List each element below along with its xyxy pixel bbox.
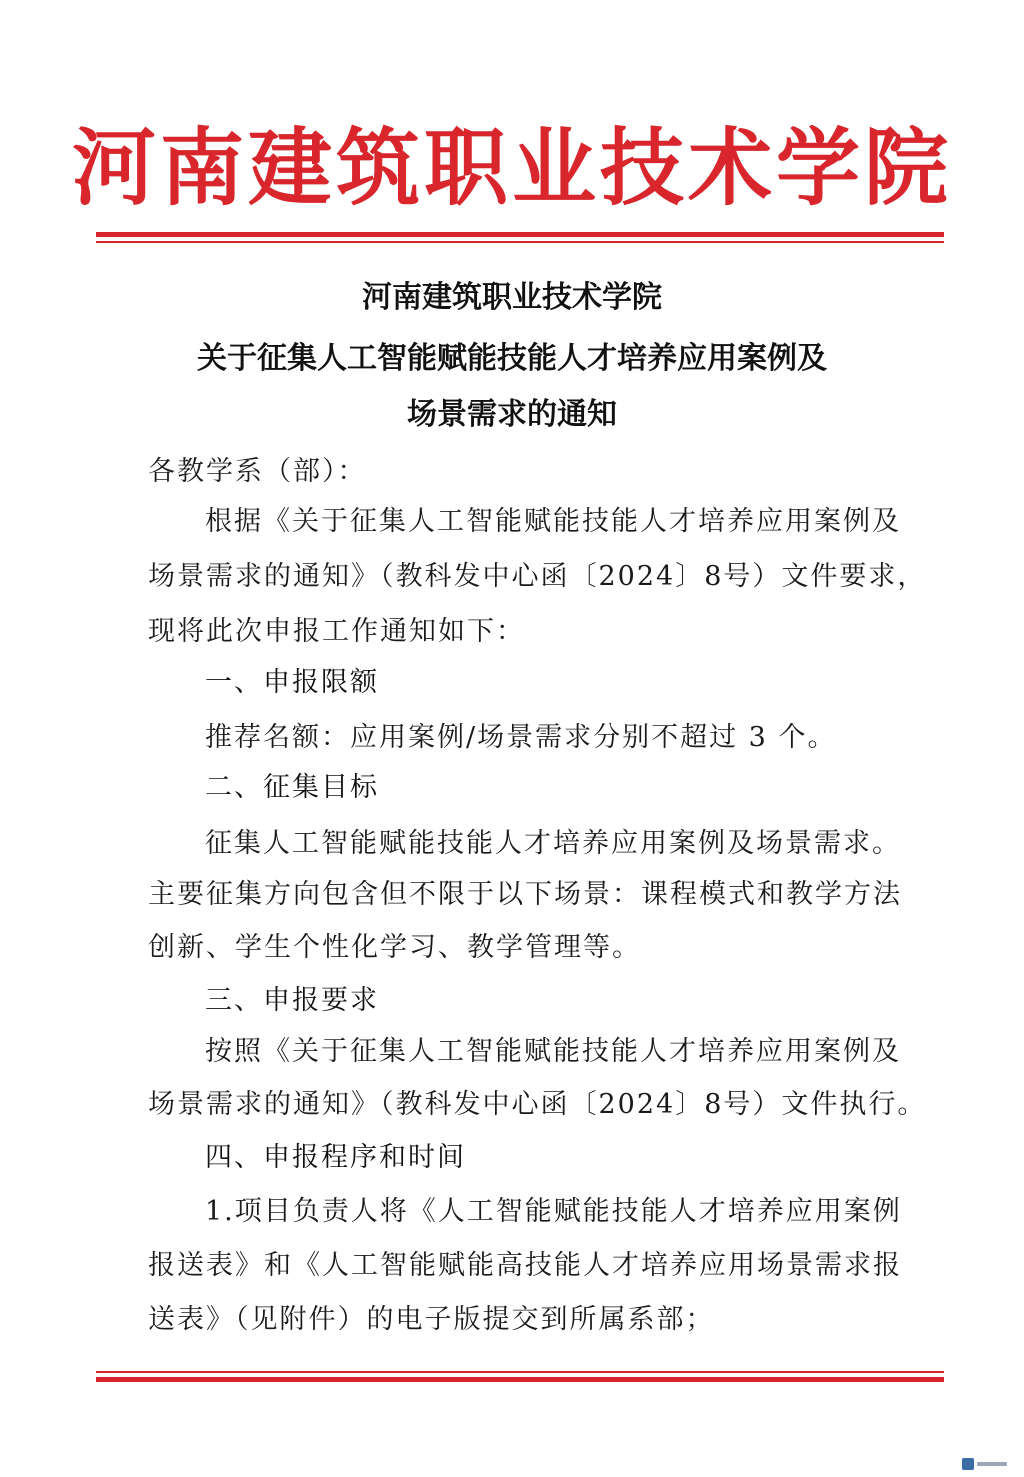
footer-rule-thick [96,1377,944,1382]
letterhead-title: 河南建筑职业技术学院 [71,118,952,217]
section-heading-procedure: 四、申报程序和时间 [205,1142,466,1173]
document-title-line-3: 场景需求的通知 [407,397,617,432]
section-goal-line-3: 创新、学生个性化学习、教学管理等。 [148,932,641,963]
footer-rule-thin [96,1371,944,1373]
section-procedure-line-3: 送表》（见附件）的电子版提交到所属系部； [148,1304,715,1335]
section-quota-text: 推荐名额：应用案例/场景需求分别不超过 3 个。 [205,722,837,753]
section-requirements-line-2: 场景需求的通知》（教科发中心函〔2024〕8号）文件执行。 [148,1089,927,1120]
salutation: 各教学系（部）： [148,456,367,487]
scanner-logo-icon [962,1458,974,1470]
section-procedure-line-1: 1.项目负责人将《人工智能赋能技能人才培养应用案例 [205,1196,902,1227]
intro-line-2: 场景需求的通知》（教科发中心函〔2024〕8号）文件要求， [148,561,927,592]
section-requirements-line-1: 按照《关于征集人工智能赋能技能人才培养应用案例及 [205,1036,901,1067]
intro-line-3: 现将此次申报工作通知如下： [148,616,525,647]
section-procedure-line-2: 报送表》和《人工智能赋能高技能人才培养应用场景需求报 [148,1250,902,1281]
section-goal-line-2: 主要征集方向包含但不限于以下场景：课程模式和教学方法 [148,879,902,910]
section-heading-requirements: 三、申报要求 [205,985,379,1016]
section-heading-quota: 一、申报限额 [205,667,379,698]
section-heading-goal: 二、征集目标 [205,772,379,803]
section-goal-line-1: 征集人工智能赋能技能人才培养应用案例及场景需求。 [205,828,901,859]
document-title-line-2: 关于征集人工智能赋能技能人才培养应用案例及 [197,341,827,376]
letterhead-rule-thin [96,241,944,243]
scanner-watermark-mark [977,1462,1007,1466]
scanner-watermark [962,1457,1010,1471]
intro-line-1: 根据《关于征集人工智能赋能技能人才培养应用案例及 [205,506,901,537]
letterhead-rule-thick [96,232,944,237]
document-title-line-1: 河南建筑职业技术学院 [362,280,662,315]
